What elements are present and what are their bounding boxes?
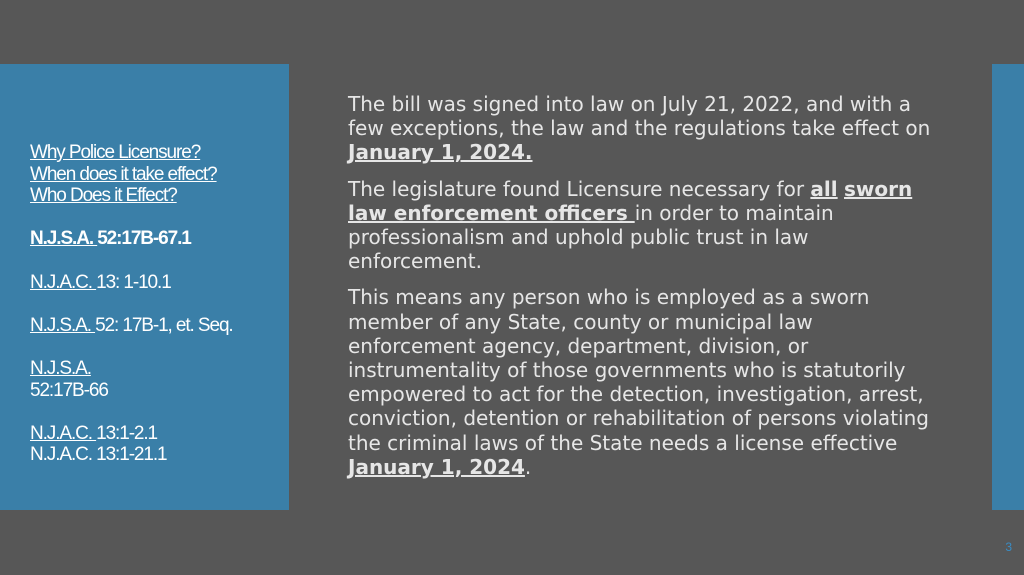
- accent-strip: [992, 64, 1024, 510]
- title-line-4: [30, 207, 286, 229]
- citation-njac-1-21-1: N.J.A.C. 13:1-21.1: [30, 444, 167, 466]
- citation-njac-1-10-1-label[interactable]: N.J.A.C.: [30, 271, 97, 293]
- bullet-1-date: January 1, 2024.: [348, 140, 533, 165]
- bullet-3-end: .: [524, 454, 532, 479]
- citation-njsa-17b-1: [30, 315, 286, 337]
- citation-njac-1-2-1-label[interactable]: N.J.A.C.: [30, 422, 97, 444]
- spacer: [30, 336, 286, 358]
- bullet-item: [333, 177, 933, 274]
- bullet-3-text: This means any person who is employed as a sworn member of any State, county or municipal law enforcement agency, department, division, or instrumentality of those governments who is statutorily empowered to act for the detection, investigation, arrest, conviction, detention or rehabilitation of persons violating the criminal laws of the State needs a license effective: [348, 285, 929, 455]
- citation-njac-1-10-1: [30, 272, 286, 294]
- citation-njsa-17b-1-number: 52: 17B-1, et. Seq.: [95, 314, 233, 336]
- spacer: [30, 293, 286, 315]
- bullet-2-emphasis-officers: sworn law enforcement officers: [348, 176, 913, 225]
- bullet-2-text-rest: in order to maintain professionalism and uphold public trust in law enforcement.: [348, 200, 834, 274]
- bullet-2-emphasis-all: all: [810, 176, 838, 201]
- bullet-list: [333, 92, 933, 491]
- title-line-3: Who Does it Effect?: [30, 185, 177, 207]
- spacer: [30, 250, 286, 272]
- citation-njsa-67-1-number: 52:17B-67.1: [97, 228, 191, 250]
- citation-njac-1-10-1-number: 13: 1-10.1: [96, 271, 171, 293]
- bullet-3-date: January 1, 2024: [348, 454, 525, 479]
- bullet-1-text: The bill was signed into law on July 21, 2022, and with a few exceptions, the law and the regulations take effect on: [348, 92, 931, 141]
- citation-njsa-17b-1-label[interactable]: N.J.S.A.: [30, 314, 96, 336]
- slide-title: [30, 142, 286, 466]
- citation-njsa-67-1-label[interactable]: N.J.S.A.: [30, 228, 98, 250]
- title-line-2: When does it take effect?: [30, 163, 217, 185]
- bullet-2-text: The legislature found Licensure necessary for: [348, 176, 811, 201]
- spacer: [30, 401, 286, 423]
- citation-njac-1-2-1-number: 13:1-2.1: [96, 422, 158, 444]
- citation-njsa-66-number: 52:17B-66: [30, 379, 108, 401]
- citation-njsa-66-label[interactable]: N.J.S.A.: [30, 357, 91, 379]
- page-number: 3: [1005, 540, 1012, 554]
- citation-njsa-67-1: [30, 228, 286, 250]
- title-line-1: Why Police Licensure?: [30, 142, 201, 163]
- bullet-item: [333, 285, 933, 479]
- bullet-item: [333, 92, 933, 165]
- citation-njac-1-2-1: [30, 423, 286, 445]
